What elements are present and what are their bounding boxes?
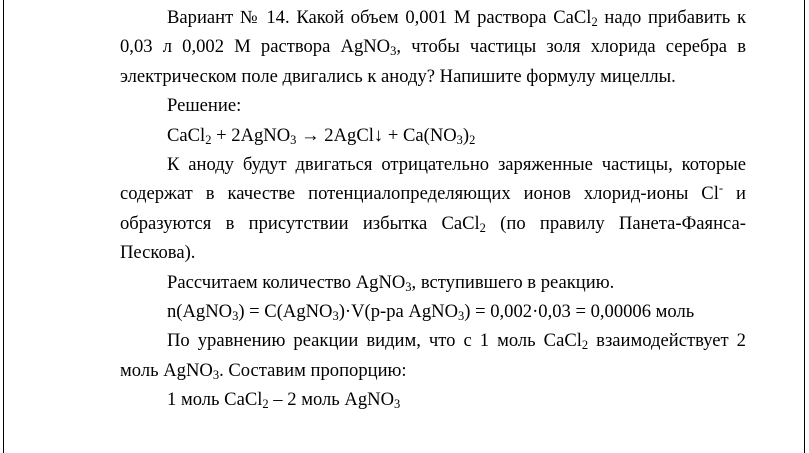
text: – 2 моль AgNO — [268, 389, 395, 411]
text: CaCl — [167, 124, 206, 146]
text: и образуются в присутствии избытка CaCl — [120, 183, 746, 234]
subscript: 2 — [205, 132, 212, 147]
text: Рассчитаем количество AgNO — [167, 271, 406, 293]
subscript: 2 — [581, 338, 589, 353]
subscript: 3 — [212, 367, 220, 382]
calc-formula — [120, 297, 746, 326]
superscript: - — [718, 181, 724, 196]
text: По уравнению реакции видим, что с 1 моль CaCl — [167, 330, 582, 352]
text: , чтобы частицы золя хлорида серебра в электрическом поле двигались к аноду? Напишите формулу мицеллы. — [120, 36, 747, 87]
text: , вступившего в реакцию. — [411, 271, 615, 293]
text: надо прибавить к 0,03 л 0,002 М раствора AgNO — [120, 7, 747, 58]
subscript: 3 — [405, 279, 412, 294]
calc-intro — [120, 268, 746, 297]
explanation-paragraph — [120, 150, 746, 268]
subscript: 3 — [394, 397, 401, 412]
subscript: 2 — [479, 220, 486, 235]
text: ) — [462, 124, 470, 146]
text: взаимодействует 2 моль AgNO — [120, 330, 746, 381]
subscript: 3 — [456, 132, 463, 147]
text: ) = C(AgNO — [238, 301, 333, 323]
document-body — [120, 0, 746, 415]
text: ) = 0,002·0,03 = 0,00006 моль — [464, 301, 695, 323]
subscript: 3 — [290, 132, 297, 147]
solution-label: Решение: — [167, 95, 242, 117]
subscript: 3 — [332, 309, 339, 324]
text: К аноду будут двигаться отрицательно заряженные частицы, которые содержат в качестве потенциалопределяющих ионов хлорид-ионы Cl — [120, 154, 746, 205]
subscript: 2 — [469, 132, 476, 147]
text: (по правилу Панета-Фаянса-Пескова). — [120, 212, 746, 264]
subscript: 3 — [390, 44, 397, 59]
text: )·V(р-ра AgNO — [338, 301, 459, 323]
text: Вариант № 14. Какой объем 0,001 М раствора CaCl — [167, 7, 592, 28]
problem-statement — [120, 3, 746, 91]
text: n(AgNO — [167, 301, 233, 323]
text: . Составим пропорцию: — [219, 359, 407, 381]
text: 1 моль CaCl — [167, 389, 263, 411]
subscript: 2 — [262, 397, 269, 412]
subscript: 3 — [458, 309, 465, 324]
subscript: 2 — [591, 15, 598, 29]
text: + 2AgNO — [211, 124, 291, 146]
text: → 2AgCl↓ + Ca(NO — [296, 124, 457, 146]
subscript: 3 — [232, 309, 239, 324]
reaction-equation — [120, 121, 746, 150]
proportion-line — [120, 385, 746, 414]
ratio-paragraph — [120, 326, 746, 385]
